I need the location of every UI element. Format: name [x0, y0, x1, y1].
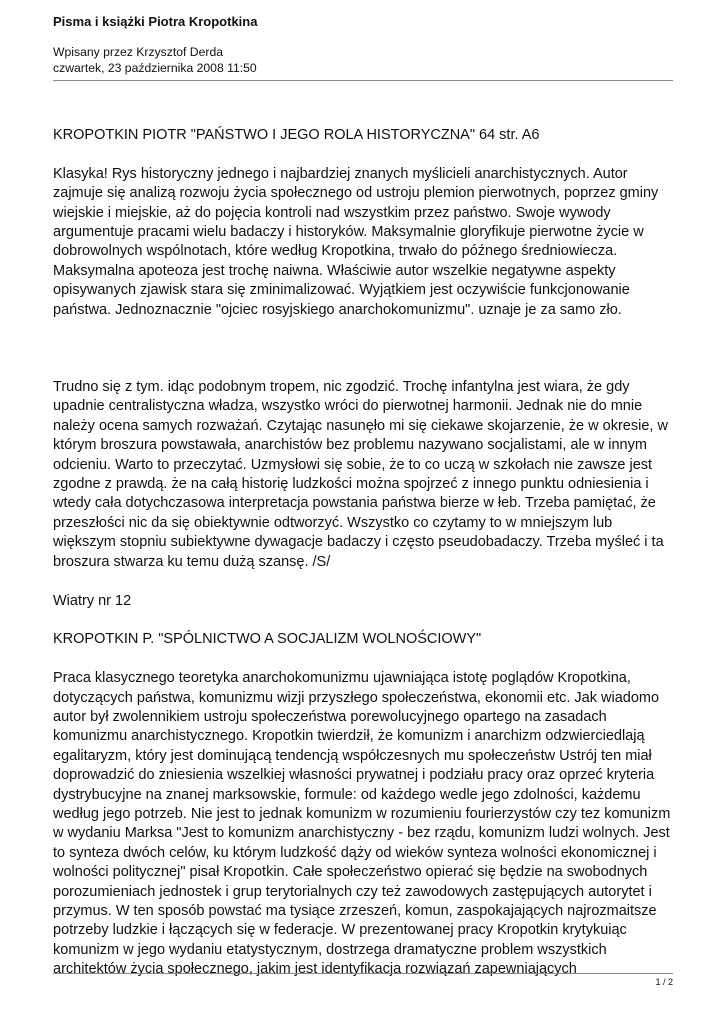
source-note: Wiatry nr 12	[53, 592, 132, 609]
footer-divider	[53, 973, 673, 974]
paragraph-3: Praca klasycznego teoretyka anarchokomunizmu ujawniająca istotę poglądów Kropotkina, dotyczących państwa, komunizmu wizji przyszłego społeczeństwa, ekonomii etc. Jak wiadomo autor był zwolennikiem ustroju społeczeństwa porewolucyjnego opartego na zasadach komunizmu anarchistycznego. Kropotkin twierdził, że komunizm i anarchizm odzwierciedlają egalitaryzm, który jest dominującą tendencją współczesnych mu społeczeństw Ustrój ten miał doprowadzić do zniesienia wszelkiej własności prywatnej i podziału pracy oraz oprzeć kryteria dystrybucyjne na znanej marksowskie, formule: od każdego wedle jego zdolności, każdemu według jego potrzeb. Nie jest to jednak komunizm w rozumieniu fourierzystów czy tez komunizm w wydaniu Marksa "Jest to komunizm anarchistyczny - bez rządu, komunizm ludzi wolnych. Jest to synteza dwóch celów, ku którym ludzkość dąży od wieków synteza wolności ekonomicznej i wolności politycznej" pisał Kropotkin. Całe społeczeństwo opierać się będzie na swobodnych porozumieniach jednostek i grup terytorialnych czy też zawodowych zastępujących autorytet i przymus. W ten sposób powstać ma tysiące zrzeszeń, komun, zaspokajających najrozmaitsze potrzeby ludzkie i łączących się w federacje. W prezentowanej pracy Kropotkin krytykuiąc komunizm w jego wydaniu etatystycznym, dostrzega dramatyczne problem wszystkich architektów życia społecznego, jakim jest identyfikacja rozwiązań zapewniających	[53, 670, 671, 978]
article-body	[53, 126, 673, 980]
page-header	[53, 13, 673, 76]
paragraph-1: Klasyka! Rys historyczny jednego i najbardziej znanych myślicieli anarchistycznych. Autor zajmuje się analizą rozwoju życia społecznego od ustroju plemion pierwotnych, poprzez gminy wiejskie i miejskie, aż do pojęcia kontroli nad wszystkim przez państwo. Swoje wywody argumentuje pracami wielu badaczy i historyków. Maksymalnie gloryfikuje pierwotne życie w dobrowolnych wspólnotach, które według Kropotkina, trwało do późnego średniowiecza. Maksymalna apoteoza jest trochę naiwna. Właściwie autor wszelkie negatywne aspekty opisywanych zjawisk stara się zminimalizować. Wyjątkiem jest oczywiście funkcjonowanie państwa. Jednoznacznie "ojciec rosyjskiego anarchokomunizmu". uznaje je za samo zło.	[53, 165, 659, 318]
header-divider	[53, 80, 673, 81]
page-number: 1 / 2	[655, 977, 673, 987]
review-heading-1: KROPOTKIN PIOTR "PAŃSTWO I JEGO ROLA HISTORYCZNA" 64 str. A6	[53, 127, 540, 143]
paragraph-2: Trudno się z tym. idąc podobnym tropem, nic zgodzić. Trochę infantylna jest wiara, że gdy upadnie centralistyczna władza, wszystko wróci do pierwotnej harmonii. Jednak nie do mnie należy ocena samych rozważań. Czytając nasunęło mi się ciekawe skojarzenie, że w okresie, w którym broszura powstawała, anarchistów bez problemu nazywano socjalistami, ale w innym odcieniu. Warto to przeczytać. Uzmysłowi się sobie, że to co uczą w szkołach nie zawsze jest zgodne z prawdą. że na całą historię ludzkości można spojrzeć z innego punktu odniesienia i wtedy cała dotychczasowa interpretacja powstania państwa bierze w łeb. Trzeba pamiętać, że przeszłości nic da się obiektywnie odtworzyć. Wszystko co czytamy to w mniejszym lub większym stopniu subiektywne dywagacje badaczy i często pseudobadaczy. Trzeba myśleć i ta broszura stwarza ku temu dużą szansę. /S/	[53, 379, 668, 570]
review-heading-2: KROPOTKIN P. "SPÓLNICTWO A SOCJALIZM WOLNOŚCIOWY"	[53, 631, 482, 648]
date-line: czwartek, 23 października 2008 11:50	[53, 61, 257, 75]
author-line: Wpisany przez Krzysztof Derda	[53, 45, 224, 59]
post-meta	[53, 44, 673, 76]
document-title: Pisma i książki Piotra Kropotkina	[53, 14, 258, 29]
